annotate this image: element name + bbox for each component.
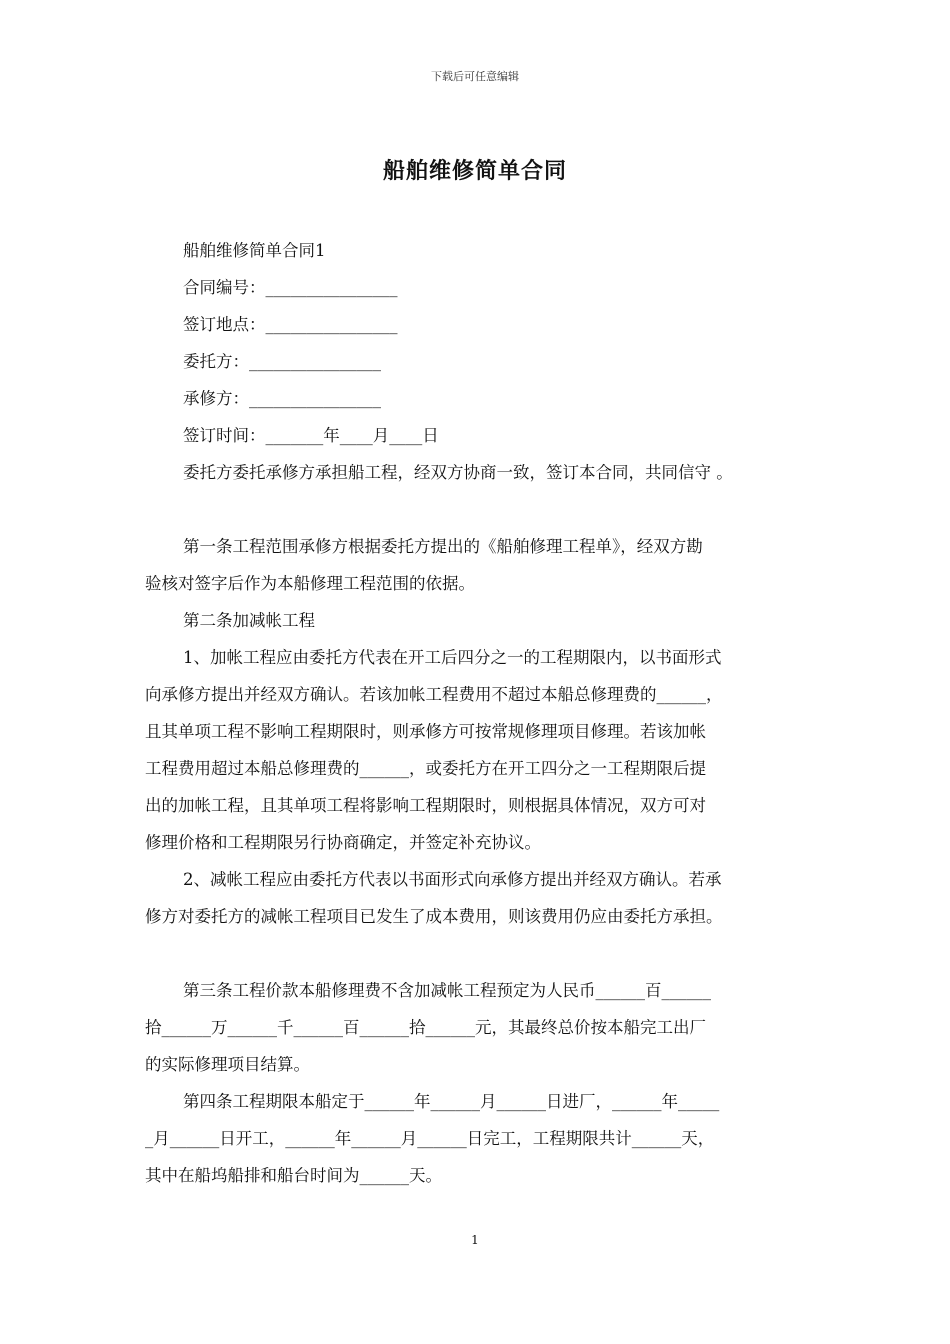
document-title: 船舶维修简单合同 [382, 158, 567, 184]
article-2-clause-1-line: 工程费用超过本船总修理费的______，或委托方在开工四分之一工程期限后提 [145, 759, 706, 778]
article-1-line: 验核对签字后作为本船修理工程范围的依据。 [145, 574, 475, 593]
client-field: 委托方：________________ [183, 352, 381, 371]
page-number: 1 [471, 1233, 479, 1247]
article-2-clause-1-line: 向承修方提出并经双方确认。若该加帐工程费用不超过本船总修理费的______， [145, 685, 723, 704]
contract-number-field: 合同编号：________________ [183, 278, 398, 297]
article-3-line: 第三条工程价款本船修理费不含加减帐工程预定为人民币______百______ [183, 981, 711, 1000]
article-2-clause-2-line: 修方对委托方的减帐工程项目已发生了成本费用，则该费用仍应由委托方承担。 [145, 907, 723, 926]
article-3-line: 拾______万______千______百______拾______元，其最终总价按本船完工出厂 [145, 1018, 706, 1037]
article-1-line: 第一条工程范围承修方根据委托方提出的《船舶修理工程单》，经双方勘 [183, 537, 703, 556]
paragraph-gap [145, 935, 817, 972]
contract-body [145, 232, 817, 1194]
article-2-clause-1-line: 修理价格和工程期限另行协商确定，并签定补充协议。 [145, 833, 541, 852]
signing-date-field: 签订时间：_______年____月____日 [183, 426, 439, 445]
article-2-clause-1-line: 1、加帐工程应由委托方代表在开工后四分之一的工程期限内，以书面形式 [183, 648, 722, 667]
article-4-line: _月______日开工，______年______月______日完工，工程期限共计______天， [145, 1129, 715, 1148]
contract-subtitle: 船舶维修简单合同1 [183, 241, 326, 260]
header-note: 下载后可任意编辑 [431, 70, 519, 83]
signing-place-field: 签订地点：________________ [183, 315, 398, 334]
article-4-line: 其中在船坞船排和船台时间为______天。 [145, 1166, 442, 1185]
contractor-field: 承修方：________________ [183, 389, 381, 408]
paragraph-gap [145, 491, 817, 528]
preamble-line: 委托方委托承修方承担船工程，经双方协商一致，签订本合同，共同信守 。 [183, 463, 733, 482]
article-4-line: 第四条工程期限本船定于______年______月______日进厂，______年_____ [183, 1092, 720, 1111]
article-2-clause-1-line: 出的加帐工程，且其单项工程将影响工程期限时，则根据具体情况，双方可对 [145, 796, 706, 815]
article-2-heading: 第二条加减帐工程 [183, 611, 315, 630]
article-2-clause-2-line: 2、减帐工程应由委托方代表以书面形式向承修方提出并经双方确认。若承 [183, 870, 722, 889]
article-2-clause-1-line: 且其单项工程不影响工程期限时，则承修方可按常规修理项目修理。若该加帐 [145, 722, 706, 741]
article-3-line: 的实际修理项目结算。 [145, 1055, 310, 1074]
